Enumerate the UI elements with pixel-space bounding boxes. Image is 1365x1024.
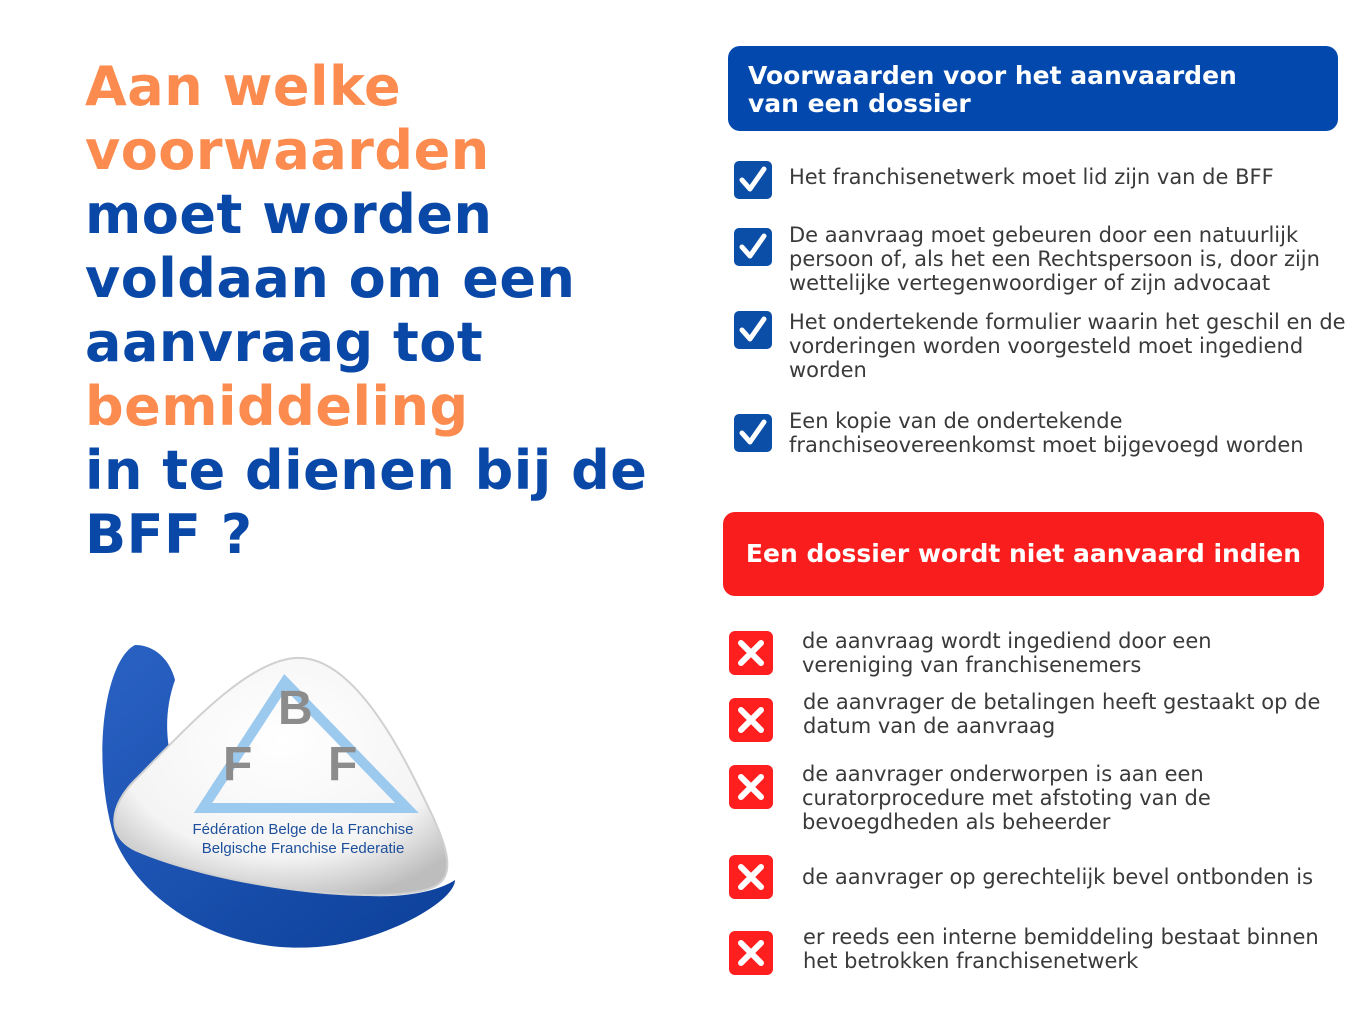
headline-line: voorwaarden	[85, 119, 490, 182]
headline-line: bemiddeling	[85, 375, 469, 438]
headline-line: voldaan om een	[85, 247, 576, 310]
logo-caption-fr: Fédération Belge de la Franchise	[192, 821, 414, 838]
cross-icon	[729, 931, 773, 975]
conditions-header-line: Voorwaarden voor het aanvaarden	[748, 61, 1237, 90]
logo-letter-b: B	[278, 682, 313, 735]
rejection-text: er reeds een interne bemiddeling bestaat binnen	[803, 925, 1319, 949]
rejection-text: datum van de aanvraag	[803, 714, 1056, 738]
condition-text: De aanvraag moet gebeuren door een natuurlijk	[789, 223, 1299, 247]
condition-text: Het ondertekende formulier waarin het geschil en de	[789, 310, 1346, 334]
rejections-header: Een dossier wordt niet aanvaard indien	[723, 512, 1324, 596]
headline-line: aanvraag tot	[85, 311, 484, 374]
checkbox-checked-icon	[734, 228, 772, 266]
logo-letter-f: F	[328, 738, 358, 791]
headline-line: BFF ?	[85, 503, 253, 566]
headline-line: moet worden	[85, 183, 493, 246]
checkbox-checked-icon	[734, 311, 772, 349]
condition-text: franchiseovereenkomst moet bijgevoegd worden	[789, 433, 1304, 457]
headline	[85, 55, 685, 567]
rejection-text: de aanvrager onderworpen is aan een	[802, 762, 1204, 786]
bff-logo	[95, 640, 470, 960]
rejection-text: vereniging van franchisenemers	[802, 653, 1142, 677]
rejection-text: de aanvrager de betalingen heeft gestaakt op de	[803, 690, 1321, 714]
condition-text: Een kopie van de ondertekende	[789, 409, 1123, 433]
cross-icon	[729, 698, 773, 742]
conditions-header	[728, 46, 1338, 131]
logo-caption-nl: Belgische Franchise Federatie	[201, 840, 405, 857]
condition-text: wettelijke vertegenwoordiger of zijn advocaat	[789, 271, 1271, 295]
rejection-text: het betrokken franchisenetwerk	[803, 949, 1139, 973]
cross-icon	[729, 631, 773, 675]
condition-text: worden	[789, 358, 867, 382]
conditions-header-line: van een dossier	[748, 89, 971, 118]
condition-text: vorderingen worden voorgesteld moet ingediend	[789, 334, 1304, 358]
rejection-text: de aanvraag wordt ingediend door een	[802, 629, 1212, 653]
logo-letter-f: F	[223, 738, 253, 791]
rejection-text: de aanvrager op gerechtelijk bevel ontbonden is	[802, 865, 1314, 889]
bff-logo-graphic	[95, 640, 470, 960]
cross-icon	[729, 765, 773, 809]
checkbox-checked-icon	[734, 414, 772, 452]
headline-line: Aan welke	[85, 55, 402, 118]
headline-line: in te dienen bij de	[85, 439, 648, 502]
rejection-text: curatorprocedure met afstoting van de	[802, 786, 1211, 810]
rejection-text: bevoegdheden als beheerder	[802, 810, 1111, 834]
cross-icon	[729, 855, 773, 899]
condition-text: Het franchisenetwerk moet lid zijn van de BFF	[789, 165, 1274, 189]
condition-text: persoon of, als het een Rechtspersoon is, door zijn	[789, 247, 1320, 271]
checkbox-checked-icon	[734, 161, 772, 199]
